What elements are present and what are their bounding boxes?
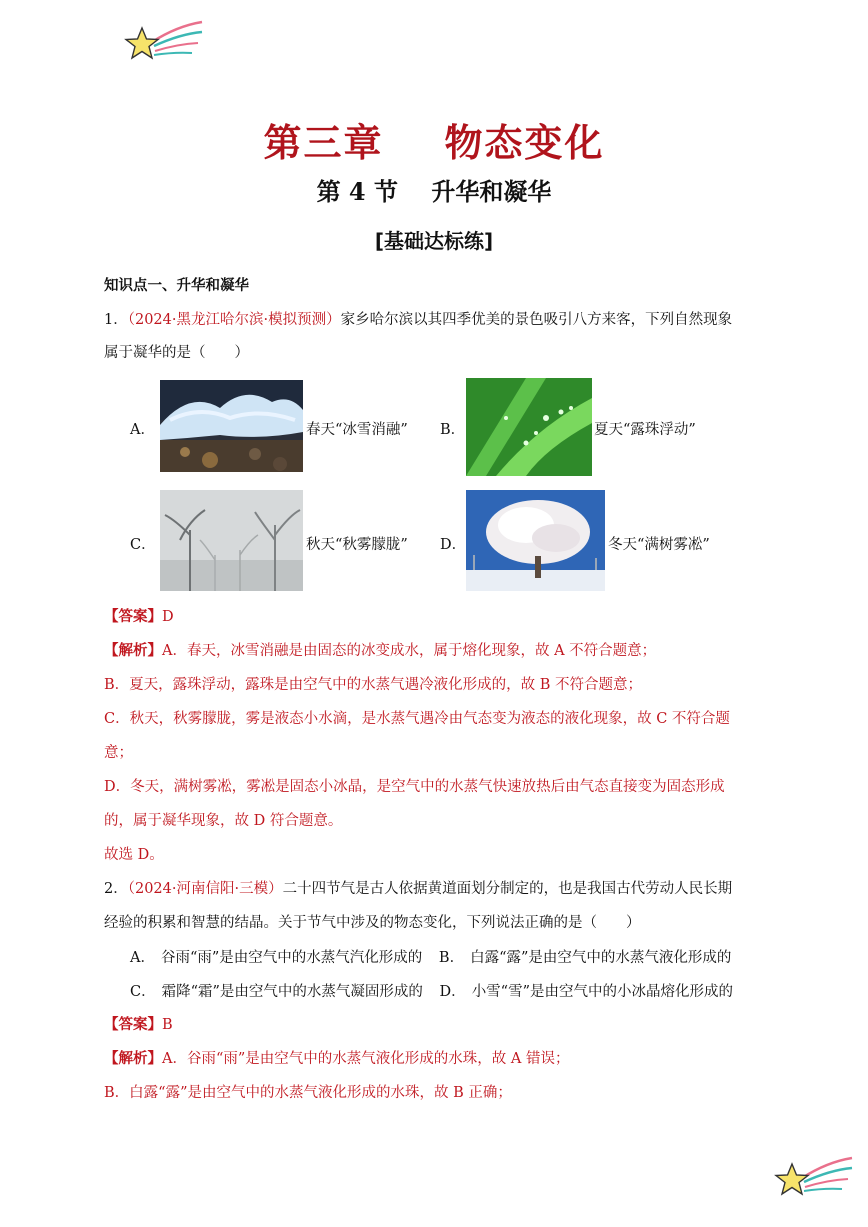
q1-stem: 家乡哈尔滨以其四季优美的景色吸引八方来客，下列自然现象	[340, 312, 733, 328]
q1-option-b-caption: 夏天“露珠浮动”	[594, 422, 696, 438]
q1-answer-value: D	[162, 609, 174, 625]
q1-option-a-letter: A．	[130, 422, 155, 438]
q1-analysis-tag: 【解析】	[104, 642, 162, 659]
q1-option-a-caption: 春天“冰雪消融”	[306, 422, 408, 438]
q2-option-a: A． 谷雨“雨”是由空气中的水蒸气汽化形成的	[130, 950, 423, 966]
q2-option-c: C． 霜降“霜”是由空气中的水蒸气凝固形成的	[130, 984, 423, 1000]
q1-answer-tag: 【答案】	[104, 608, 162, 625]
ice-melting-photo	[160, 380, 303, 472]
q2-answer-value: B	[162, 1017, 173, 1033]
q1-answer	[104, 606, 764, 628]
q1-analysis-text: A．春天，冰雪消融是由固态的冰变成水，属于熔化现象，故 A 不符合题意；	[162, 643, 657, 659]
knowledge-point-heading: 知识点一、升华和凝华	[104, 277, 249, 294]
q2-analysis-line	[104, 1048, 764, 1070]
q1-number: 1．	[104, 312, 128, 328]
q1-option-d-caption: 冬天“满树雾凇”	[608, 537, 710, 553]
q1-analysis-line: D．冬天，满树雾凇，雾凇是固态小冰晶，是空气中的水蒸气快速放热后由气态直接变为固态形成	[104, 779, 725, 795]
dew-drops-photo	[466, 378, 592, 476]
q2-analysis-line: B．白露“露”是由空气中的水蒸气液化形成的水珠，故 B 正确；	[104, 1085, 512, 1101]
q2-option-b: B． 白露“露”是由空气中的水蒸气液化形成的	[438, 950, 732, 966]
q1-analysis-line: C．秋天，秋雾朦胧，雾是液态小水滴，是水蒸气遇冷由气态变为液态的液化现象，故 C 不符合题	[104, 711, 730, 727]
q2-number: 2．	[104, 881, 128, 897]
q2-analysis-text: A．谷雨“雨”是由空气中的水蒸气液化形成的水珠，故 A 错误；	[162, 1051, 570, 1067]
q1-stem-line-1	[104, 309, 764, 331]
shooting-star-icon	[122, 16, 204, 66]
q2-option-d: D． 小雪“雪”是由空气中的小冰晶熔化形成的	[439, 984, 734, 1000]
q2-analysis-tag: 【解析】	[104, 1050, 162, 1067]
q2-options-row-2	[130, 980, 745, 1001]
q1-analysis-line	[104, 640, 764, 662]
q2-stem-line-2: 经验的积累和智慧的结晶。关于节气中涉及的物态变化，下列说法正确的是（ ）	[104, 915, 641, 931]
q2-answer	[104, 1014, 764, 1036]
section-title: 第 4 节 升华和凝华	[316, 177, 552, 206]
q2-source: （2024·河南信阳·三模）	[127, 881, 283, 897]
q2-stem-line-1	[104, 878, 764, 900]
q1-analysis-line: 意；	[104, 745, 133, 761]
q1-option-d-letter: D．	[440, 537, 467, 553]
level-title: [基础达标练]	[374, 229, 494, 253]
shooting-star-icon	[772, 1152, 854, 1202]
q1-option-c-caption: 秋天“秋雾朦胧”	[306, 537, 408, 553]
q1-option-b-letter: B．	[440, 422, 466, 438]
q2-options-row-1	[130, 946, 743, 967]
q1-analysis-line: 的，属于凝华现象，故 D 符合题意。	[104, 813, 343, 829]
q1-stem-line-2: 属于凝华的是（ ）	[104, 345, 249, 361]
q1-option-c-letter: C．	[130, 537, 156, 553]
q1-conclusion: 故选 D。	[104, 847, 164, 863]
rime-tree-photo	[466, 490, 605, 591]
q1-source: （2024·黑龙江哈尔滨·模拟预测）	[127, 312, 341, 328]
fog-photo	[160, 490, 303, 591]
chapter-title: 第三章 物态变化	[263, 121, 605, 165]
q1-analysis-line: B．夏天，露珠浮动，露珠是由空气中的水蒸气遇冷液化形成的，故 B 不符合题意；	[104, 677, 643, 693]
q2-stem: 二十四节气是古人依据黄道面划分制定的，也是我国古代劳动人民长期	[282, 881, 733, 897]
q2-answer-tag: 【答案】	[104, 1016, 162, 1033]
